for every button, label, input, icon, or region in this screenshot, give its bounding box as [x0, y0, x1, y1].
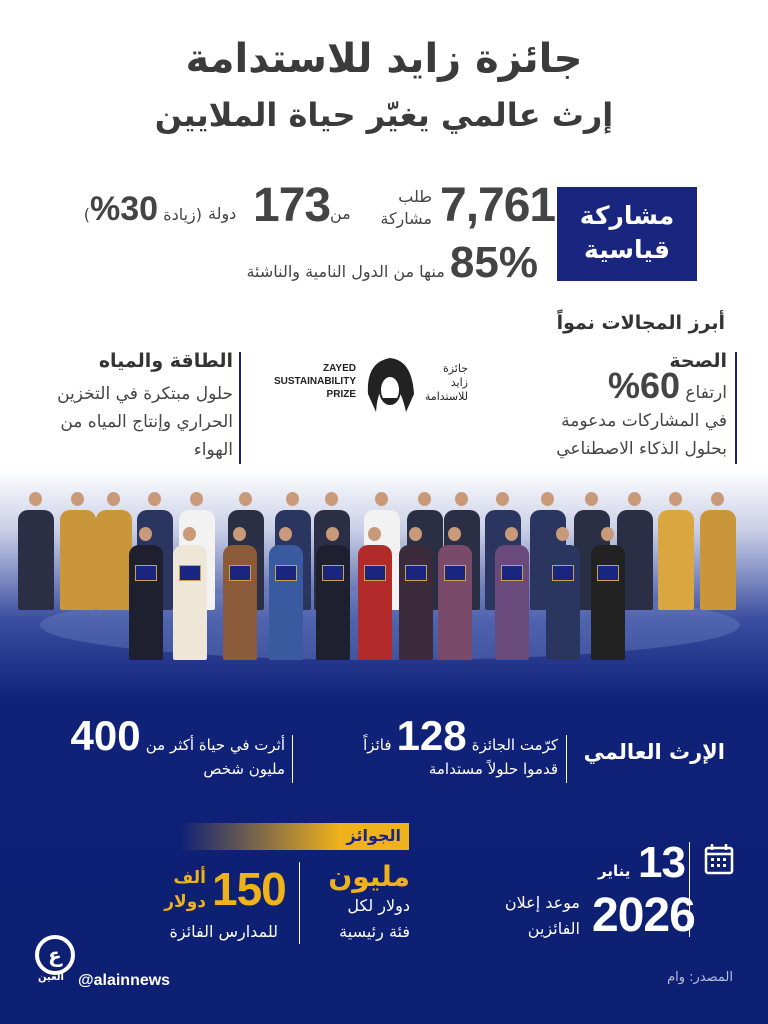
increase-text — [72, 190, 202, 229]
label-line: موعد إعلان — [504, 893, 580, 912]
winner-head — [448, 527, 461, 541]
increase-prefix: (زيادة — [163, 205, 202, 224]
impact-prefix: أثرت في حياة أكثر من — [145, 736, 285, 754]
developing-label: منها من الدول النامية والناشئة — [246, 262, 445, 281]
prizes-heading: الجوائز — [180, 823, 409, 850]
impact-line: مليون شخص — [203, 760, 285, 778]
announcement-day: 13 — [638, 838, 685, 887]
winners-prefix: كرّمت الجائزة — [471, 736, 558, 754]
person-head — [628, 492, 641, 506]
record-participation-box — [557, 187, 697, 281]
developing-value: 85% — [449, 238, 538, 287]
person-figure — [96, 510, 132, 610]
winner-figure — [358, 545, 392, 660]
health-line: بحلول الذكاء الاصطناعي — [556, 439, 727, 459]
brand-name: العين — [38, 972, 64, 983]
person-head — [541, 492, 554, 506]
label-line: الفائزين — [527, 919, 580, 938]
winner-head — [139, 527, 152, 541]
logo-text: زايد — [450, 376, 468, 389]
winners-count: 128 — [396, 712, 467, 759]
box-label: قياسية — [584, 235, 670, 264]
person-figure — [658, 510, 694, 610]
person-head — [455, 492, 468, 506]
winners-stat — [330, 712, 558, 778]
main-prize-line: فئة رئيسية — [339, 922, 410, 941]
certificate — [179, 565, 201, 581]
page-title: جائزة زايد للاستدامة — [185, 36, 583, 82]
winner-figure — [591, 545, 625, 660]
winner-head — [601, 527, 614, 541]
increase-suffix: ) — [83, 205, 91, 224]
school-prize-value: 150 — [212, 863, 286, 915]
energy-line: الحراري وإنتاج المياه من — [60, 412, 233, 432]
winner-head — [368, 527, 381, 541]
winner-head — [183, 527, 196, 541]
person-figure — [60, 510, 96, 610]
announcement-year: 2026 — [592, 889, 695, 942]
zayed-prize-logo — [262, 360, 468, 420]
main-prize-value: مليون — [328, 860, 410, 893]
legacy-title: الإرث العالمي — [583, 740, 725, 764]
energy-line: حلول مبتكرة في التخزين — [57, 384, 233, 404]
divider — [299, 862, 300, 944]
certificate — [597, 565, 619, 581]
main-prize-line: دولار لكل — [347, 896, 410, 915]
winner-figure — [269, 545, 303, 660]
person-head — [29, 492, 42, 506]
person-head — [286, 492, 299, 506]
unit: مشاركة — [380, 209, 432, 228]
health-title: الصحة — [669, 350, 727, 372]
unit: طلب — [398, 187, 432, 206]
winner-head — [505, 527, 518, 541]
winner-head — [556, 527, 569, 541]
winners-line: قدموا حلولاً مستدامة — [428, 760, 558, 778]
impact-count: 400 — [70, 712, 141, 759]
person-head — [107, 492, 120, 506]
school-prize-unit — [150, 866, 206, 914]
certificate — [322, 565, 344, 581]
unit: دولار — [164, 892, 206, 912]
winner-figure — [173, 545, 207, 660]
logo-text: للاستدامة — [424, 390, 468, 403]
school-prize-line: للمدارس الفائزة — [169, 922, 278, 941]
person-figure — [700, 510, 736, 610]
calendar-icon — [704, 843, 734, 875]
from-label: من — [330, 204, 351, 223]
winner-figure — [546, 545, 580, 660]
energy-title: الطاقة والمياه — [98, 350, 233, 372]
winner-figure — [316, 545, 350, 660]
box-label: مشاركة — [579, 201, 675, 230]
health-line: في المشاركات مدعومة — [561, 411, 727, 431]
winners-photo — [0, 480, 768, 700]
winners-suffix: فائزاً — [363, 736, 392, 754]
unit: ألف — [173, 868, 206, 888]
person-head — [239, 492, 252, 506]
energy-line: الهواء — [193, 440, 233, 460]
source-text: المصدر: وام — [667, 970, 733, 985]
certificate — [135, 565, 157, 581]
divider — [566, 735, 567, 783]
certificate — [444, 565, 466, 581]
alain-logo-icon: ع — [35, 935, 75, 975]
certificate — [405, 565, 427, 581]
winner-figure — [223, 545, 257, 660]
certificate — [275, 565, 297, 581]
page-subtitle: إرث عالمي يغيّر حياة الملايين — [154, 96, 614, 134]
logo-text: PRIZE — [326, 389, 356, 400]
person-head — [711, 492, 724, 506]
divider — [239, 352, 241, 464]
winner-figure — [129, 545, 163, 660]
divider — [292, 735, 293, 783]
increase-value: 30% — [90, 190, 159, 228]
winner-head — [326, 527, 339, 541]
winner-head — [233, 527, 246, 541]
divider — [735, 352, 737, 464]
person-head — [418, 492, 431, 506]
rise-value: 60% — [607, 365, 680, 406]
winner-head — [279, 527, 292, 541]
person-head — [669, 492, 682, 506]
announcement-month: يناير — [598, 862, 631, 880]
announcement-label — [470, 890, 580, 942]
winner-figure — [438, 545, 472, 660]
applications-count: 7,761 — [440, 179, 556, 232]
countries-unit: دولة — [208, 204, 237, 223]
impact-stat — [30, 712, 285, 778]
person-head — [190, 492, 203, 506]
person-head — [496, 492, 509, 506]
winner-figure — [399, 545, 433, 660]
growth-heading: أبرز المجالات نمواً — [556, 312, 725, 334]
logo-text: جائزة — [442, 362, 468, 375]
rise-label: ارتفاع — [685, 383, 727, 403]
person-head — [148, 492, 161, 506]
logo-text: ZAYED — [323, 363, 356, 374]
certificate — [501, 565, 523, 581]
portrait-icon — [360, 354, 418, 416]
person-head — [71, 492, 84, 506]
energy-section — [20, 350, 233, 464]
developing-text — [200, 238, 538, 288]
person-figure — [18, 510, 54, 610]
person-head — [585, 492, 598, 506]
person-head — [375, 492, 388, 506]
main-prize — [300, 860, 410, 945]
winner-figure — [495, 545, 529, 660]
health-section — [480, 350, 727, 463]
person-head — [325, 492, 338, 506]
winner-head — [409, 527, 422, 541]
logo-text: SUSTAINABILITY — [273, 376, 356, 387]
certificate — [229, 565, 251, 581]
countries-count: 173 — [253, 179, 331, 232]
certificate — [364, 565, 386, 581]
certificate — [552, 565, 574, 581]
applications-unit — [360, 186, 432, 230]
social-handle: @alainnews — [78, 972, 171, 989]
